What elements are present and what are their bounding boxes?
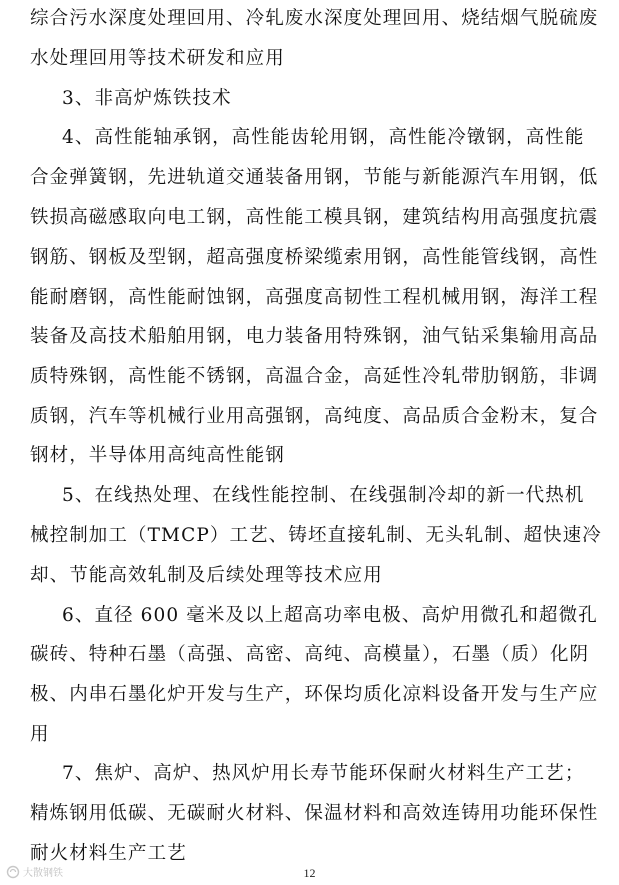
- text-line: 却、节能高效轧制及后续处理等技术应用: [30, 565, 383, 586]
- text-line: 耐火材料生产工艺: [30, 843, 187, 864]
- text-line: 综合污水深度处理回用、冷轧废水深度处理回用、烧结烟气脱硫废: [30, 8, 599, 29]
- watermark-text: 大散钢铁: [23, 868, 63, 879]
- paragraph-item-5-start: 5、在线热处理、在线性能控制、在线强制冷却的新一代热机: [62, 485, 585, 506]
- paragraph-item-7-start: 7、焦炉、高炉、热风炉用长寿节能环保耐火材料生产工艺；: [62, 763, 585, 784]
- text-line: 钢材，半导体用高纯高性能钢: [30, 445, 285, 466]
- text-line: 钢筋、钢板及型钢，超高强度桥梁缆索用钢，高性能管线钢，高性: [30, 247, 599, 268]
- paragraph-item-6-start: 6、直径 600 毫米及以上超高功率电极、高炉用微孔和超微孔: [62, 605, 598, 626]
- text-line: 铁损高磁感取向电工钢，高性能工模具钢，建筑结构用高强度抗震: [30, 207, 599, 228]
- text-line: 碳砖、特种石墨（高强、高密、高纯、高模量），石墨（质）化阴: [30, 644, 590, 665]
- text-line: 质钢，汽车等机械行业用高强钢，高纯度、高品质合金粉末，复合: [30, 406, 599, 427]
- text-line: 用: [30, 724, 50, 745]
- text-line: 水处理回用等技术研发和应用: [30, 48, 285, 69]
- text-line: 械控制加工（TMCP）工艺、铸坯直接轧制、无头轧制、超快速冷: [30, 525, 602, 546]
- page-number: 12: [303, 866, 316, 880]
- text-line: 精炼钢用低碳、无碳耐火材料、保温材料和高效连铸用功能环保性: [30, 803, 599, 824]
- text-line: 质特殊钢，高性能不锈钢，高温合金，高延性冷轧带肋钢筋，非调: [30, 366, 599, 387]
- text-line: 合金弹簧钢，先进轨道交通装备用钢，节能与新能源汽车用钢，低: [30, 167, 599, 188]
- heading-item-3: 3、非高炉炼铁技术: [62, 88, 232, 109]
- text-line: 装备及高技术船舶用钢，电力装备用特殊钢，油气钻采集输用高品: [30, 326, 599, 347]
- text-line: 极、内串石墨化炉开发与生产，环保均质化凉料设备开发与生产应: [30, 684, 599, 705]
- text-line: 能耐磨钢，高性能耐蚀钢，高强度高韧性工程机械用钢，海洋工程: [30, 287, 599, 308]
- paragraph-item-4-start: 4、高性能轴承钢，高性能齿轮用钢，高性能冷镦钢，高性能: [62, 127, 585, 148]
